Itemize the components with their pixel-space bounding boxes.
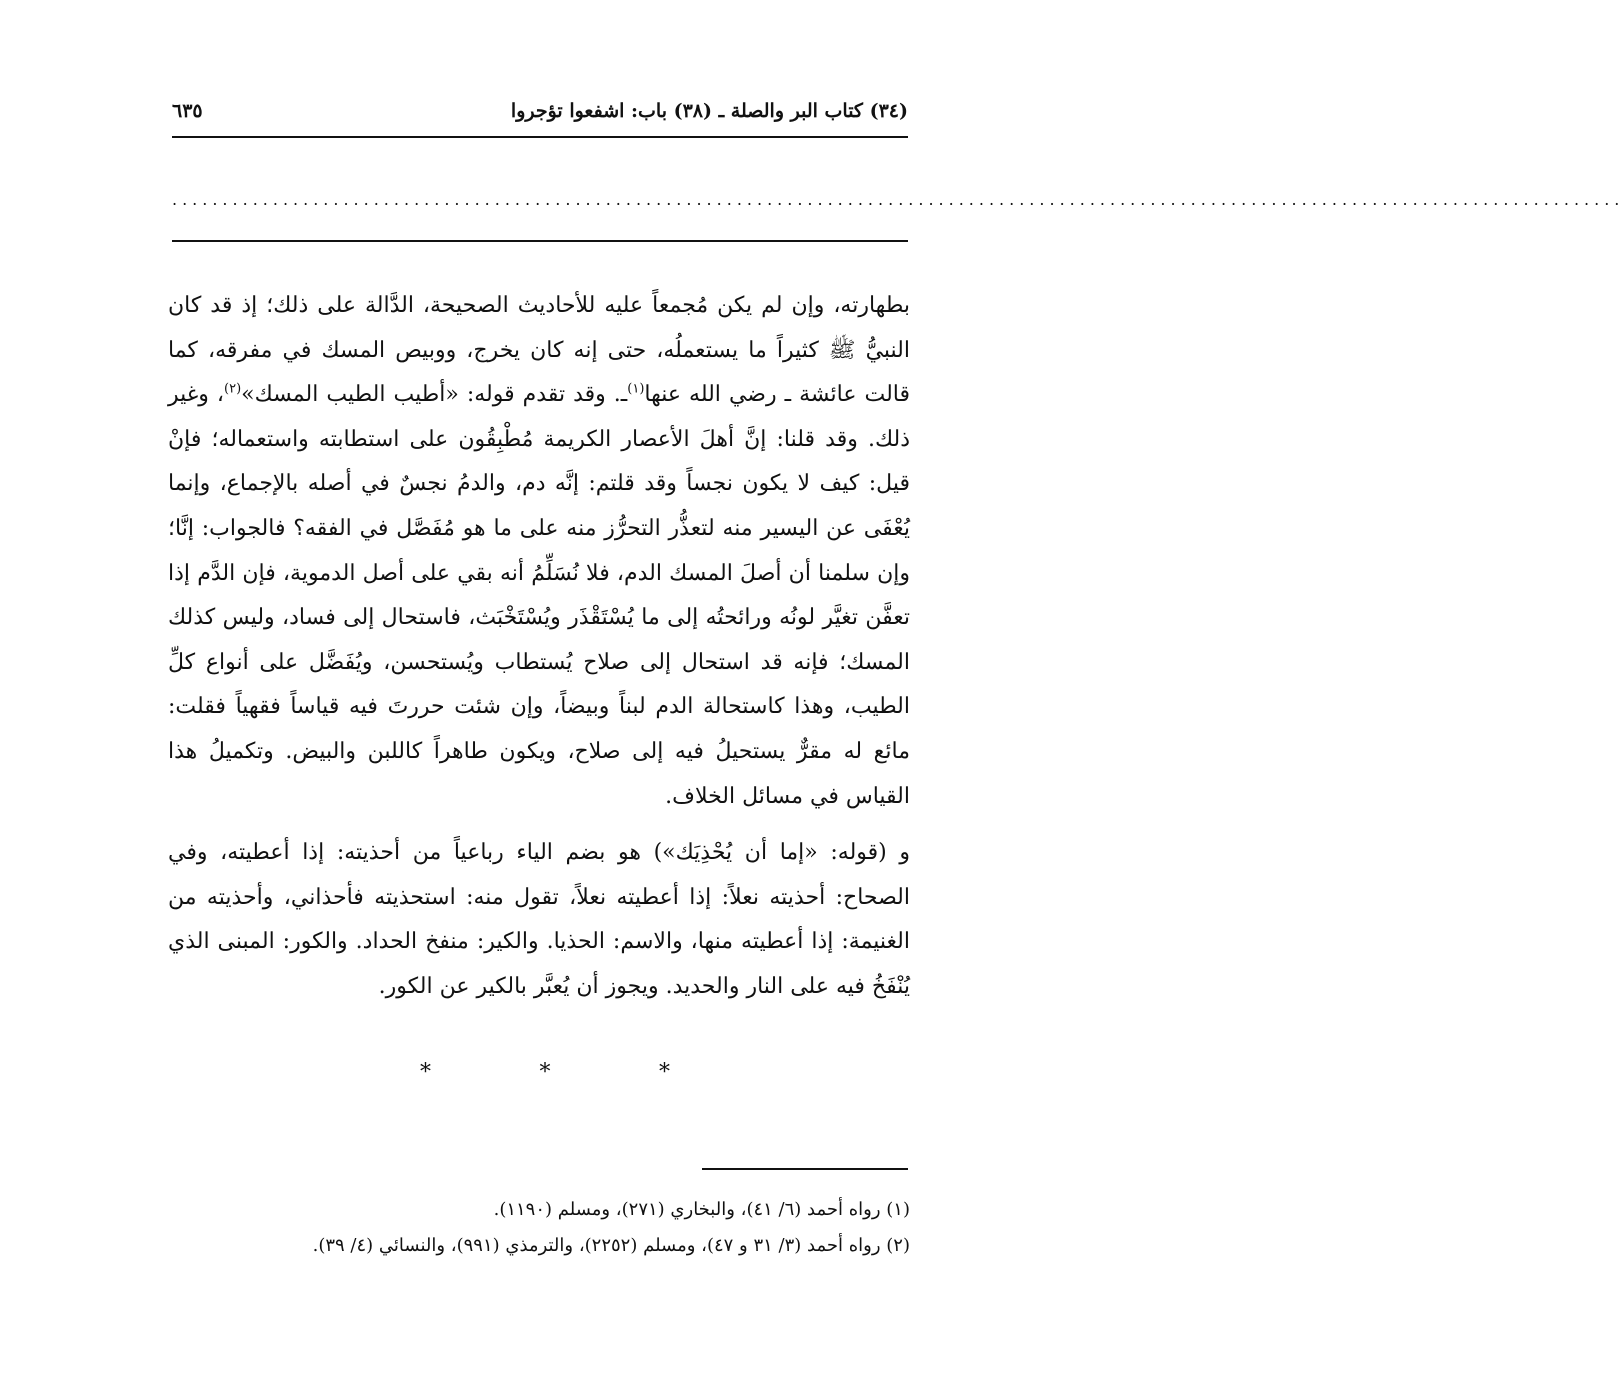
page-header: [172, 100, 908, 140]
ornament-star: *: [539, 1060, 551, 1085]
section-ornament: [420, 1060, 670, 1085]
footnotes: [168, 1192, 910, 1264]
paragraph-1-part-c: ، وغير ذلك. وقد قلنا: إنَّ أهلَ الأعصار الكريمة مُطْبِقُون على استطابته واستعماله؛ فإنْ قيل: كيف لا يكون نجساً وقد قلتم: إنَّه دم، والدمُ نجسٌ في أصله بالإجماع، وإنما يُعْفَى عن اليسير منه لتعذُّر التحرُّز منه على ما هو مُفَصَّل في الفقه؟ فالجواب: إنَّا؛ وإن سلمنا أن أصلَ المسك الدم، فلا نُسَلِّمُ أنه بقي على أصل الدموية، فإن الدَّم إذا تعفَّن تغيَّر لونُه ورائحتُه إلى ما يُسْتَقْذَر ويُسْتَخْبَث، فاستحال إلى فساد، وليس كذلك المسك؛ فإنه قد استحال إلى صلاح يُستطاب ويُستحسن، ويُفَضَّل على أنواع كلِّ الطيب، وهذا كاستحالة الدم لبناً وبيضاً، وإن شئت حررتَ فيه قياساً فقهياً فقلت: مائع له مقرٌّ يستحيلُ فيه إلى صلاح، ويكون طاهراً كاللبن والبيض. وتكميلُ هذا القياس في مسائل الخلاف.: [168, 382, 910, 809]
paragraph-1-part-a: بطهارته، وإن لم يكن مُجمعاً عليه للأحاديث الصحيحة، الدَّالة على ذلك؛ إذ قد كان النبيُّ ﷺ كثيراً ما يستعملُه، حتى إنه كان يخرج، ووبيص المسك في مفرقه، كما قالت عائشة ـ رضي الله عنها: [168, 293, 910, 408]
header-rule: [172, 136, 908, 138]
ornament-star: *: [420, 1060, 431, 1085]
dotted-separator: ................................................................................................................................................: [172, 190, 1624, 209]
footnote-marker-2: (٢): [224, 381, 242, 397]
footnote-1: (١) رواه أحمد (٦/ ٤١)، والبخاري (٢٧١)، ومسلم (١١٩٠).: [493, 1199, 910, 1220]
paragraph-1-part-b: ـ. وقد تقدم قوله: «أطيب الطيب المسك»: [241, 382, 628, 408]
ornament-star: *: [659, 1060, 670, 1085]
main-text: [168, 284, 910, 1010]
section-rule: [172, 240, 908, 242]
page-number: ٦٣٥: [172, 100, 203, 122]
paragraph-2: و (قوله: «إما أن يُحْذِيَك») هو بضم الياء رباعياً من أحذيته: إذا أعطيته، وفي الصحاح: أحذيته نعلاً: إذا أعطيته نعلاً، تقول منه: استحذيته فأحذاني، وأحذيته من الغنيمة: إذا أعطيته منها، والاسم: الحذيا. والكير: منفخ الحداد. والكور: المبنى الذي يُنْفَخُ فيه على النار والحديد. ويجوز أن يُعبَّر بالكير عن الكور.: [168, 840, 911, 999]
footnote-rule: [702, 1168, 908, 1170]
footnote-2: (٢) رواه أحمد (٣/ ٣١ و ٤٧)، ومسلم (٢٢٥٢)، والترمذي (٩٩١)، والنسائي (٤/ ٣٩).: [312, 1235, 910, 1256]
running-head: (٣٤) كتاب البر والصلة ـ (٣٨) باب: اشفعوا تؤجروا: [510, 100, 908, 122]
paragraph-1: [168, 284, 910, 819]
footnote-marker-1: (١): [627, 381, 645, 397]
